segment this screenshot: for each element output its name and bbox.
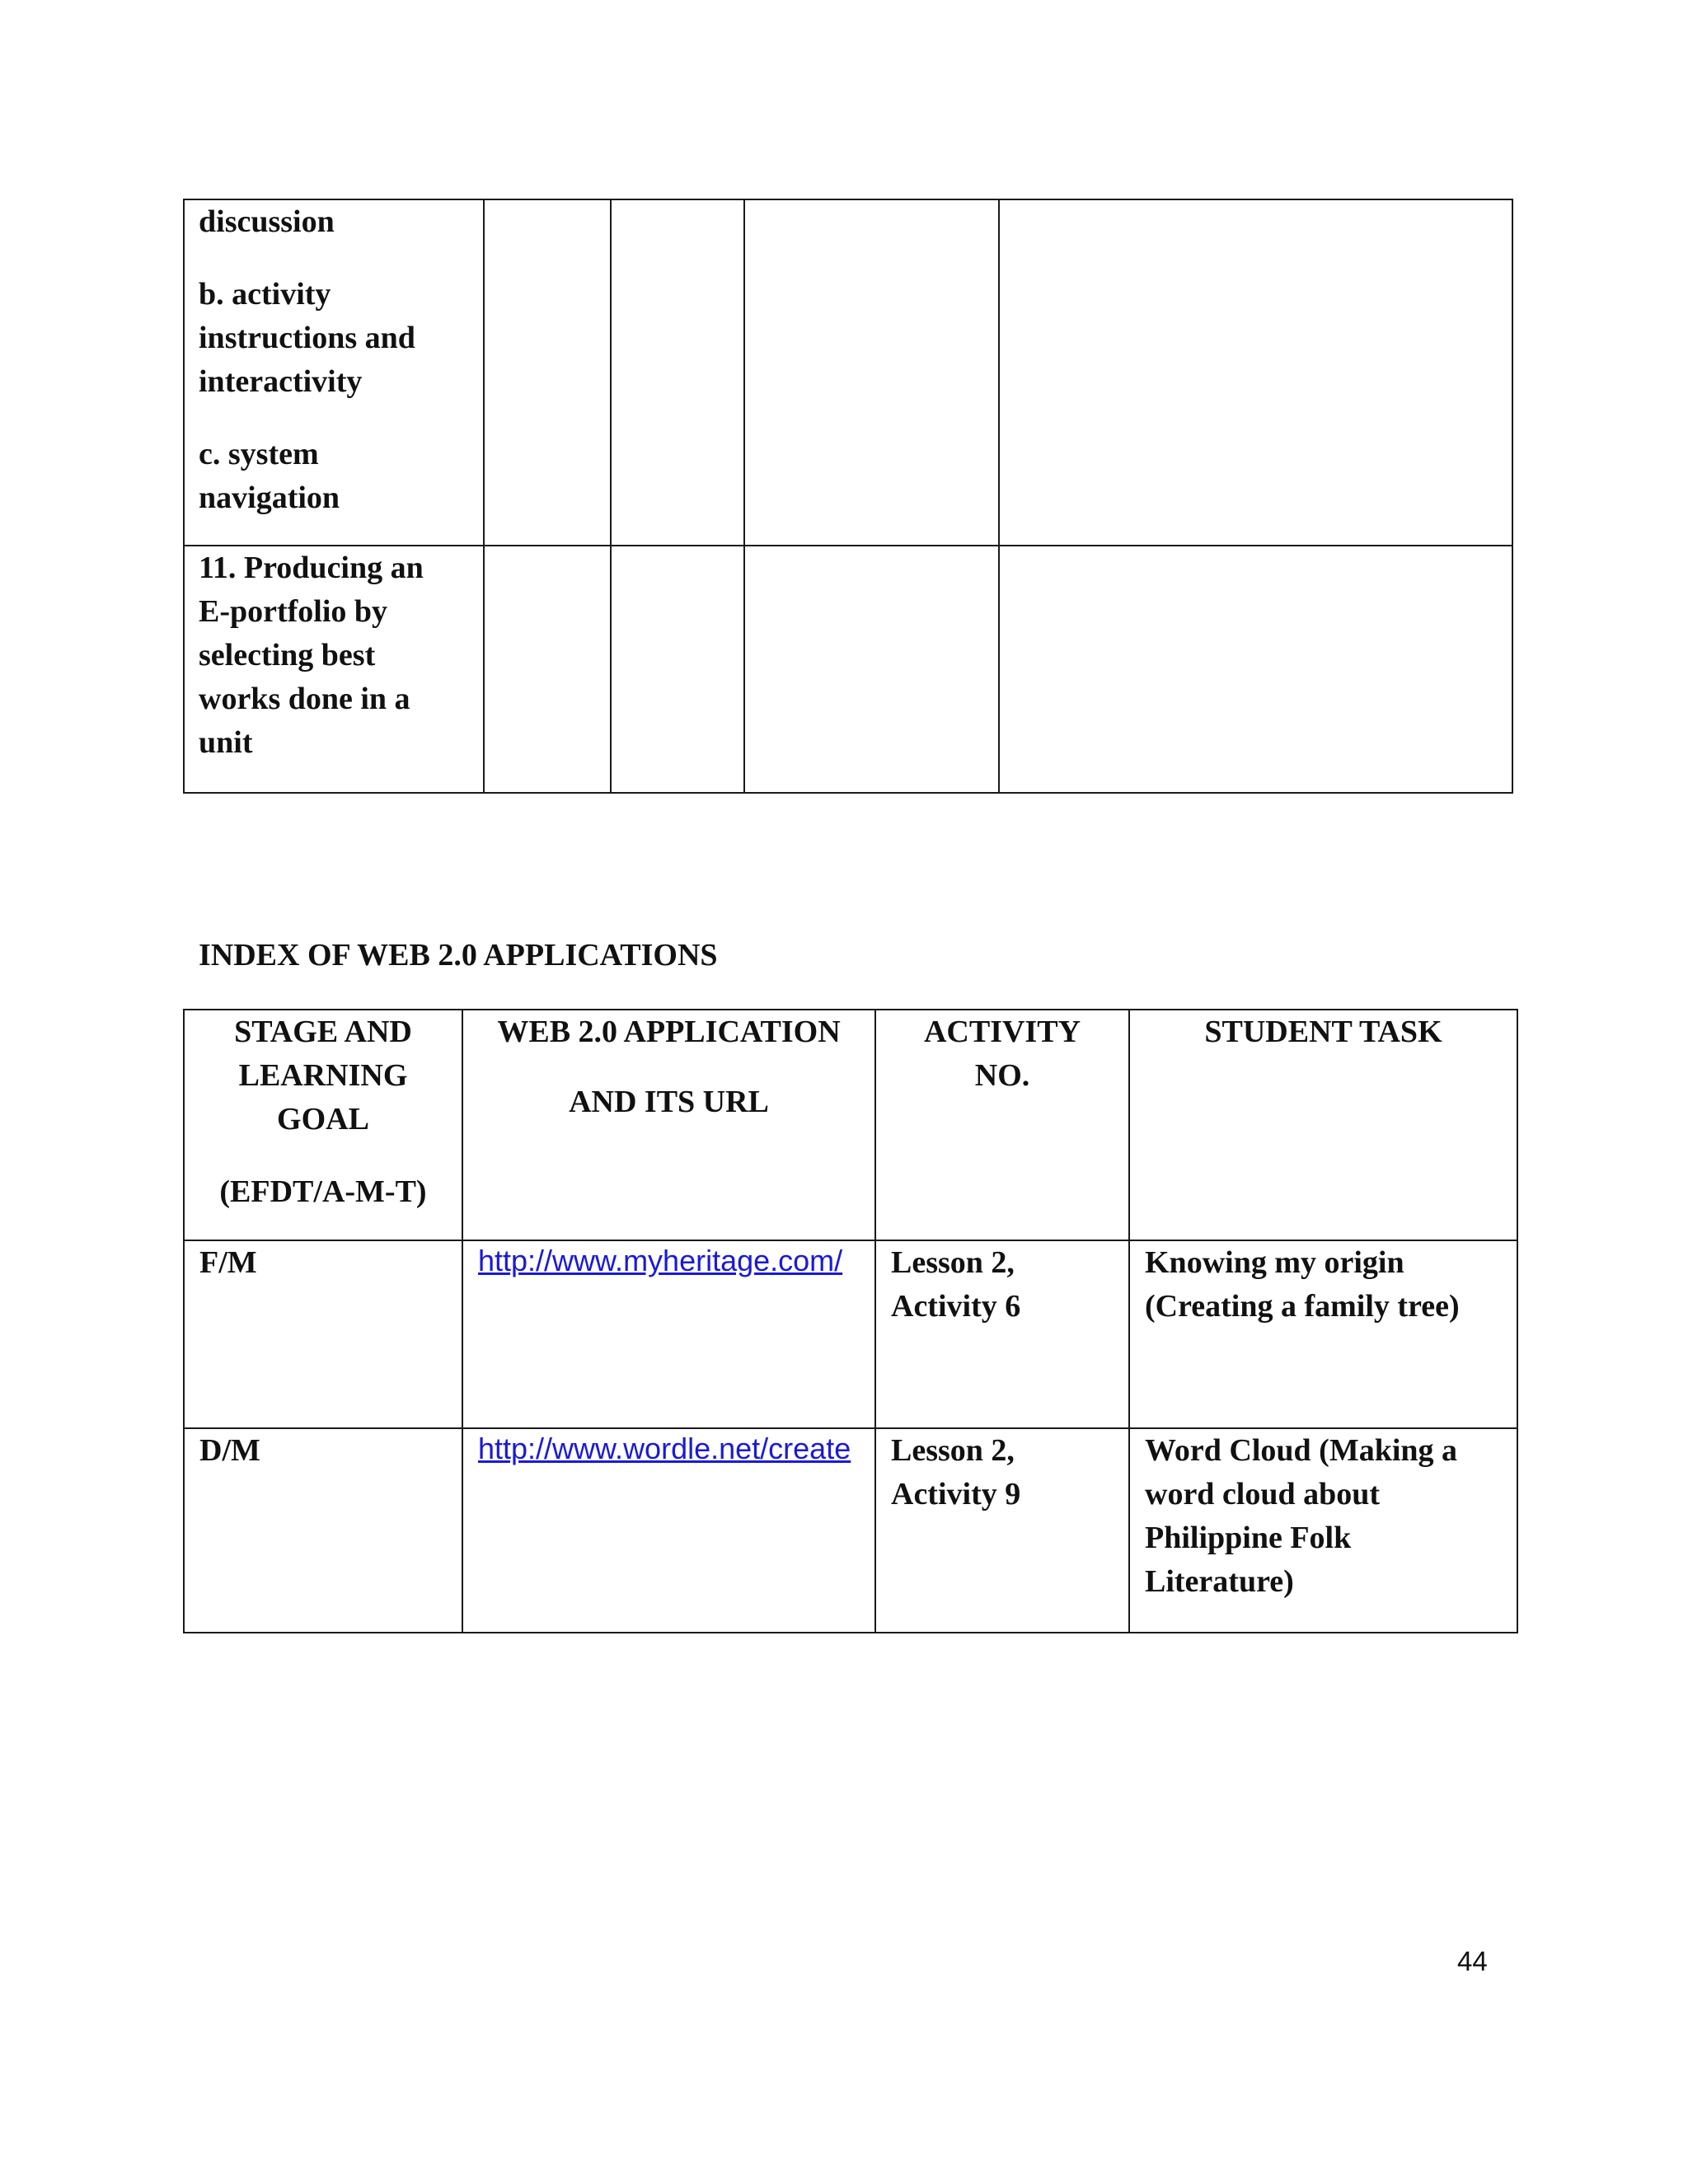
header-task bbox=[1129, 1010, 1517, 1240]
criteria-text: discussion bbox=[199, 204, 335, 239]
section-title: INDEX OF WEB 2.0 APPLICATIONS bbox=[199, 938, 718, 972]
rubric-table bbox=[183, 199, 1513, 794]
criteria-text: 11. Producing an E-portfolio by selecting best works done in a unit bbox=[199, 551, 424, 760]
header-activity bbox=[875, 1010, 1129, 1240]
rubric-empty-cell bbox=[999, 199, 1512, 546]
rubric-criteria-cell bbox=[184, 546, 484, 793]
stage-cell bbox=[184, 1428, 462, 1633]
rubric-empty-cell bbox=[611, 199, 744, 546]
header-activity-label: ACTIVITY NO. bbox=[923, 1015, 1081, 1093]
header-app-sub: AND ITS URL bbox=[569, 1085, 769, 1119]
page-number: 44 bbox=[1457, 1946, 1488, 1976]
url-link[interactable]: http://www.myheritage.com/ bbox=[478, 1244, 843, 1277]
table-header-row bbox=[184, 1010, 1517, 1240]
stage-text: F/M bbox=[199, 1245, 257, 1280]
task-cell bbox=[1129, 1240, 1517, 1428]
criteria-text: c. system navigation bbox=[199, 437, 340, 515]
rubric-empty-cell bbox=[484, 546, 611, 793]
activity-text: Lesson 2, Activity 6 bbox=[891, 1245, 1021, 1324]
task-text: Word Cloud (Making a word cloud about Philippine Folk Literature) bbox=[1145, 1433, 1458, 1599]
stage-cell bbox=[184, 1240, 462, 1428]
activity-cell bbox=[875, 1240, 1129, 1428]
header-stage-label: STAGE AND LEARNING GOAL bbox=[234, 1015, 412, 1137]
task-text: Knowing my origin (Creating a family tree) bbox=[1145, 1245, 1460, 1324]
criteria-text: b. activity instructions and interactivity bbox=[199, 277, 415, 399]
url-cell bbox=[462, 1428, 875, 1633]
rubric-empty-cell bbox=[611, 546, 744, 793]
rubric-criteria-cell bbox=[184, 199, 484, 546]
rubric-empty-cell bbox=[744, 199, 999, 546]
header-app bbox=[462, 1010, 875, 1240]
rubric-row bbox=[184, 546, 1512, 793]
activity-text: Lesson 2, Activity 9 bbox=[891, 1433, 1021, 1511]
header-stage bbox=[184, 1010, 462, 1240]
activity-cell bbox=[875, 1428, 1129, 1633]
url-cell bbox=[462, 1240, 875, 1428]
header-task-label: STUDENT TASK bbox=[1204, 1015, 1442, 1049]
table-row bbox=[184, 1240, 1517, 1428]
rubric-empty-cell bbox=[744, 546, 999, 793]
table-row bbox=[184, 1428, 1517, 1633]
rubric-empty-cell bbox=[484, 199, 611, 546]
rubric-empty-cell bbox=[999, 546, 1512, 793]
web-apps-index-table bbox=[183, 1009, 1518, 1633]
header-app-label: WEB 2.0 APPLICATION bbox=[497, 1015, 841, 1049]
task-cell bbox=[1129, 1428, 1517, 1633]
header-stage-code: (EFDT/A-M-T) bbox=[219, 1174, 427, 1209]
url-link[interactable]: http://www.wordle.net/create bbox=[478, 1432, 851, 1465]
stage-text: D/M bbox=[199, 1433, 260, 1468]
rubric-row bbox=[184, 199, 1512, 546]
